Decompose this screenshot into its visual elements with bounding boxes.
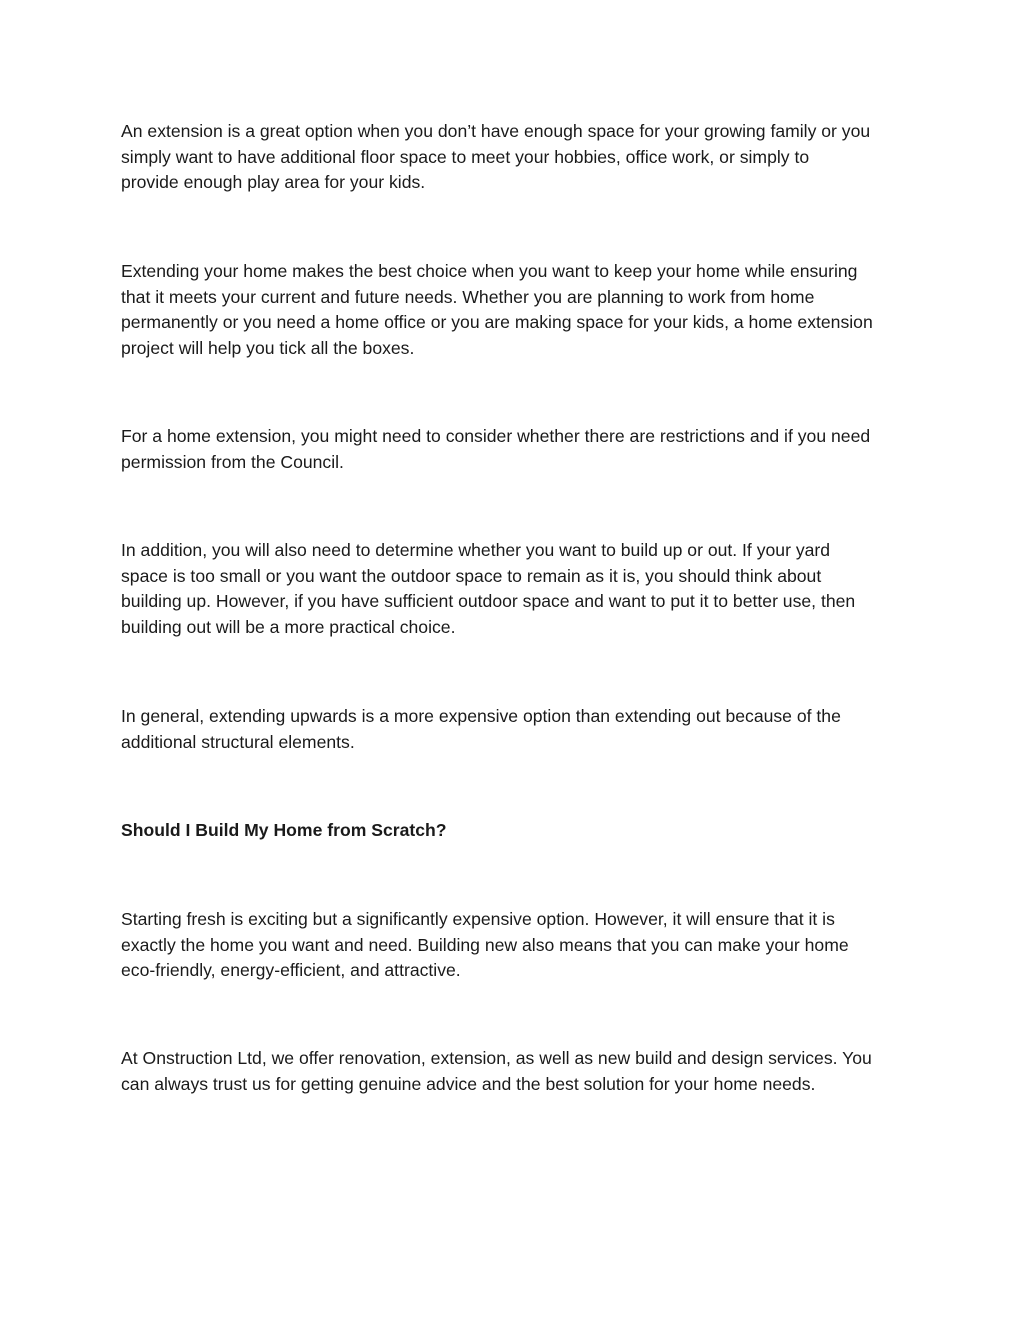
paragraph-restrictions: For a home extension, you might need to consider whether there are restrictions and if you need permission from the Council.: [121, 426, 871, 472]
section-heading: Should I Build My Home from Scratch?: [121, 820, 447, 840]
paragraph-extending-home: Extending your home makes the best choice when you want to keep your home while ensuring that it meets your current and future needs. Whether you are planning to work from home permanently or you need a home office or you are making space for your kids, a home extension project will help you tick all the boxes.: [121, 261, 873, 358]
paragraph-starting-fresh: Starting fresh is exciting but a significantly expensive option. However, it will ensure that it is exactly the home you want and need. Building new also means that you can make your home eco-friendly, energy-efficient, and attractive.: [121, 909, 849, 980]
paragraph-build-up-or-out: In addition, you will also need to determine whether you want to build up or out. If your yard space is too small or you want the outdoor space to remain as it is, you should think about building up. However, if you have sufficient outdoor space and want to put it to better use, then building out will be a more practical choice.: [121, 540, 856, 637]
paragraph-company-services: At Onstruction Ltd, we offer renovation, extension, as well as new build and design services. You can always trust us for getting genuine advice and the best solution for your home needs.: [121, 1048, 872, 1094]
paragraph-cost-comparison: In general, extending upwards is a more expensive option than extending out because of the additional structural elements.: [121, 706, 841, 752]
paragraph-extension-intro: An extension is a great option when you don’t have enough space for your growing family or you simply want to have additional floor space to meet your hobbies, office work, or simply to provide enough play area for your kids.: [121, 121, 871, 192]
